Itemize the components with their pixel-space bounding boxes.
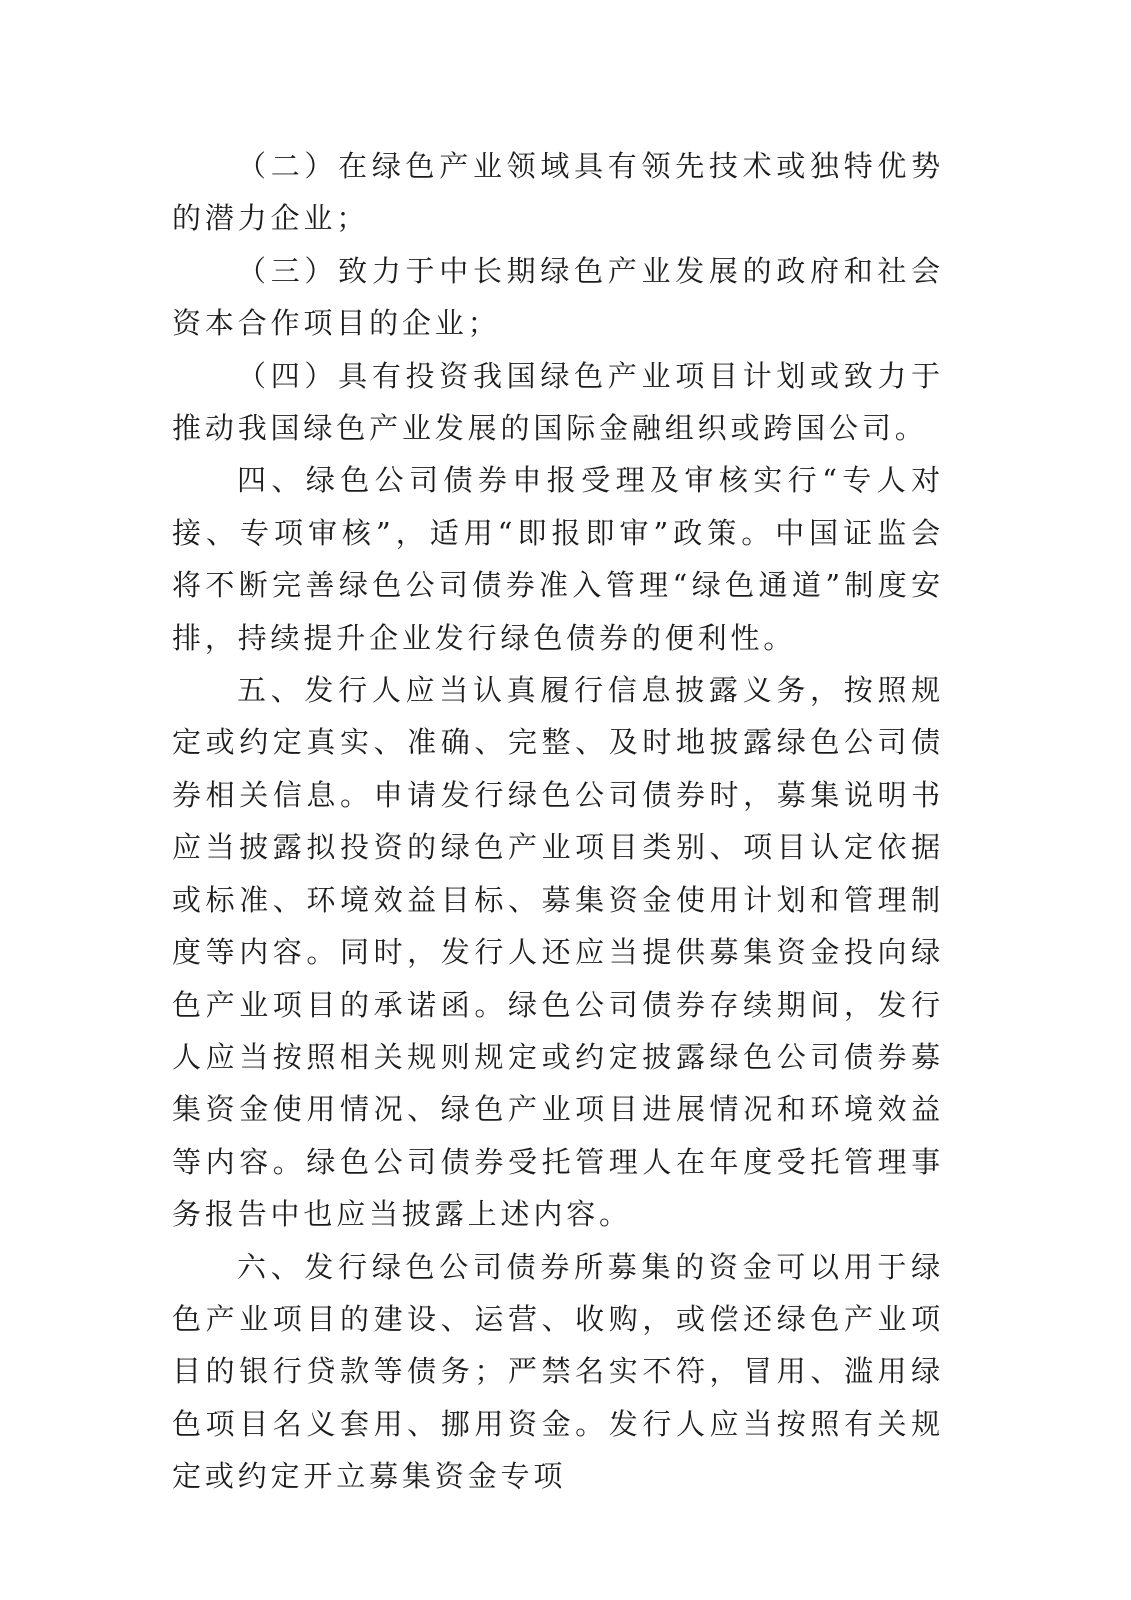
- paragraph-section-6: 六、发行绿色公司债券所募集的资金可以用于绿色产业项目的建设、运营、收购，或偿还绿色产业项目的银行贷款等债务；严禁名实不符，冒用、滥用绿色项目名义套用、挪用资金。发行人应当按照有关规定或约定开立募集资金专项: [172, 1249, 944, 1494]
- paragraph-item-4: （四）具有投资我国绿色产业项目计划或致力于推动我国绿色产业发展的国际金融组织或跨国公司。: [172, 358, 944, 446]
- paragraph-section-4: 四、绿色公司债券申报受理及审核实行“专人对接、专项审核”，适用“即报即审”政策。中国证监会将不断完善绿色公司债券准入管理“绿色通道”制度安排，持续提升企业发行绿色债券的便利性。: [172, 463, 944, 655]
- paragraph-section-5: 五、发行人应当认真履行信息披露义务，按照规定或约定真实、准确、完整、及时地披露绿色公司债券相关信息。申请发行绿色公司债券时，募集说明书应当披露拟投资的绿色产业项目类别、项目认定依据或标准、环境效益目标、募集资金使用计划和管理制度等内容。同时，发行人还应当提供募集资金投向绿色产业项目的承诺函。绿色公司债券存续期间，发行人应当按照相关规则规定或约定披露绿色公司债券募集资金使用情况、绿色产业项目进展情况和环境效益等内容。绿色公司债券受托管理人在年度受托管理事务报告中也应当披露上述内容。: [172, 673, 944, 1232]
- paragraph-item-3: （三）致力于中长期绿色产业发展的政府和社会资本合作项目的企业；: [172, 253, 944, 341]
- document-body: [172, 140, 944, 1503]
- paragraph-item-2: （二）在绿色产业领域具有领先技术或独特优势的潜力企业；: [172, 149, 944, 236]
